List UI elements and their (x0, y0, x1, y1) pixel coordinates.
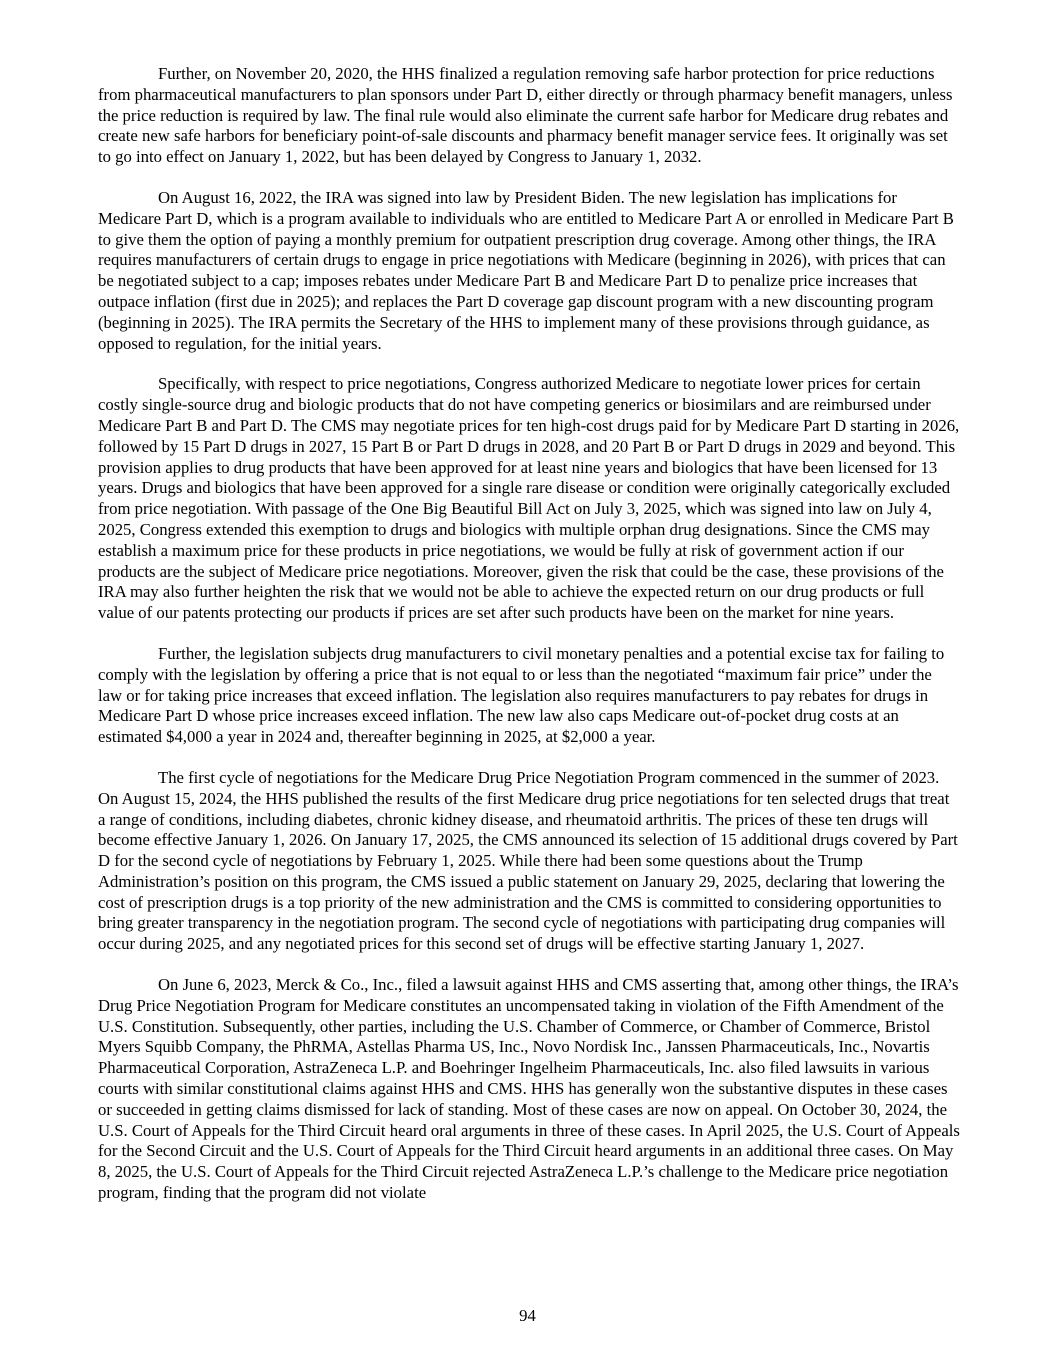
paragraph-lawsuits: On June 6, 2023, Merck & Co., Inc., filed a lawsuit against HHS and CMS asserting that, among other things, the IRA’s Drug Price Negotiation Program for Medicare constitutes an uncompensated taking in violation of the Fifth Amendment of the U.S. Constitution. Subsequently, other parties, including the U.S. Chamber of Commerce, or Chamber of Commerce, Bristol Myers Squibb Company, the PhRMA, Astellas Pharma US, Inc., Novo Nordisk Inc., Janssen Pharmaceuticals, Inc., Novartis Pharmaceutical Corporation, AstraZeneca L.P. and Boehringer Ingelheim Pharmaceuticals, Inc. also filed lawsuits in various courts with similar constitutional claims against HHS and CMS. HHS has generally won the substantive disputes in these cases or succeeded in getting claims dismissed for lack of standing. Most of these cases are now on appeal. On October 30, 2024, the U.S. Court of Appeals for the Third Circuit heard oral arguments in three of these cases. In April 2025, the U.S. Court of Appeals for the Second Circuit and the U.S. Court of Appeals for the Third Circuit heard arguments in an additional three cases. On May 8, 2025, the U.S. Court of Appeals for the Third Circuit rejected AstraZeneca L.P.’s challenge to the Medicare price negotiation program, finding that the program did not violate (98, 975, 960, 1203)
text-content (98, 64, 960, 1224)
paragraph-first-cycle-negotiations: The first cycle of negotiations for the Medicare Drug Price Negotiation Program commenced in the summer of 2023. On August 15, 2024, the HHS published the results of the first Medicare drug price negotiations for ten selected drugs that treat a range of conditions, including diabetes, chronic kidney disease, and rheumatoid arthritis. The prices of these ten drugs will become effective January 1, 2026. On January 17, 2025, the CMS announced its selection of 15 additional drugs covered by Part D for the second cycle of negotiations by February 1, 2025. While there had been some questions about the Trump Administration’s position on this program, the CMS issued a public statement on January 29, 2025, declaring that lowering the cost of prescription drugs is a top priority of the new administration and the CMS is committed to considering opportunities to bring greater transparency in the negotiation program. The second cycle of negotiations with participating drug companies will occur during 2025, and any negotiated prices for this second set of drugs will be effective starting January 1, 2027. (98, 767, 958, 954)
paragraph-safe-harbor-regulation: Further, on November 20, 2020, the HHS finalized a regulation removing safe harbor protection for price reductions from pharmaceutical manufacturers to plan sponsors under Part D, either directly or through pharmacy benefit managers, unless the price reduction is required by law. The final rule would also eliminate the current safe harbor for Medicare drug rebates and create new safe harbors for beneficiary point-of-sale discounts and pharmacy benefit manager service fees. It originally was set to go into effect on January 1, 2022, but has been delayed by Congress to January 1, 2032. (98, 64, 953, 167)
paragraph-penalties-rebates: Further, the legislation subjects drug manufacturers to civil monetary penalties and a potential excise tax for failing to comply with the legislation by offering a price that is not equal to or less than the negotiated “maximum fair price” under the law or for taking price increases that exceed inflation. The legislation also requires manufacturers to pay rebates for drugs in Medicare Part D whose price increases exceed inflation. The new law also caps Medicare out-of-pocket drug costs at an estimated $4,000 a year in 2024 and, thereafter beginning in 2025, at $2,000 a year. (98, 643, 945, 747)
paragraph-ira-signed: On August 16, 2022, the IRA was signed into law by President Biden. The new legislation has implications for Medicare Part D, which is a program available to individuals who are entitled to Medicare Part A or enrolled in Medicare Part B to give them the option of paying a monthly premium for outpatient prescription drug coverage. Among other things, the IRA requires manufacturers of certain drugs to engage in price negotiations with Medicare (beginning in 2026), with prices that can be negotiated subject to a cap; imposes rebates under Medicare Part B and Medicare Part D to penalize price increases that outpace inflation (first due in 2025); and replaces the Part D coverage gap discount program with a new discounting program (beginning in 2025). The IRA permits the Secretary of the HHS to implement many of these provisions through guidance, as opposed to regulation, for the initial years. (98, 187, 954, 353)
page-number: 94 (519, 1306, 536, 1325)
paragraph-price-negotiations: Specifically, with respect to price negotiations, Congress authorized Medicare to negotiate lower prices for certain costly single-source drug and biologic products that do not have competing generics or biosimilars and are reimbursed under Medicare Part B and Part D. The CMS may negotiate prices for ten high-cost drugs paid for by Medicare Part D starting in 2026, followed by 15 Part D drugs in 2027, 15 Part B or Part D drugs in 2028, and 20 Part B or Part D drugs in 2029 and beyond. This provision applies to drug products that have been approved for at least nine years and biologics that have been licensed for 13 years. Drugs and biologics that have been approved for a single rare disease or condition were originally categorically excluded from price negotiation. With passage of the One Big Beautiful Bill Act on July 3, 2025, which was signed into law on July 4, 2025, Congress extended this exemption to drugs and biologics with multiple orphan drug designations. Since the CMS may establish a maximum price for these products in price negotiations, we would be fully at risk of government action if our products are the subject of Medicare price negotiations. Moreover, given the risk that could be the case, these provisions of the IRA may also further heighten the risk that we would not be able to achieve the expected return on our drug products or full value of our patents protecting our products if prices are set after such products have been on the market for nine years. (98, 374, 960, 623)
